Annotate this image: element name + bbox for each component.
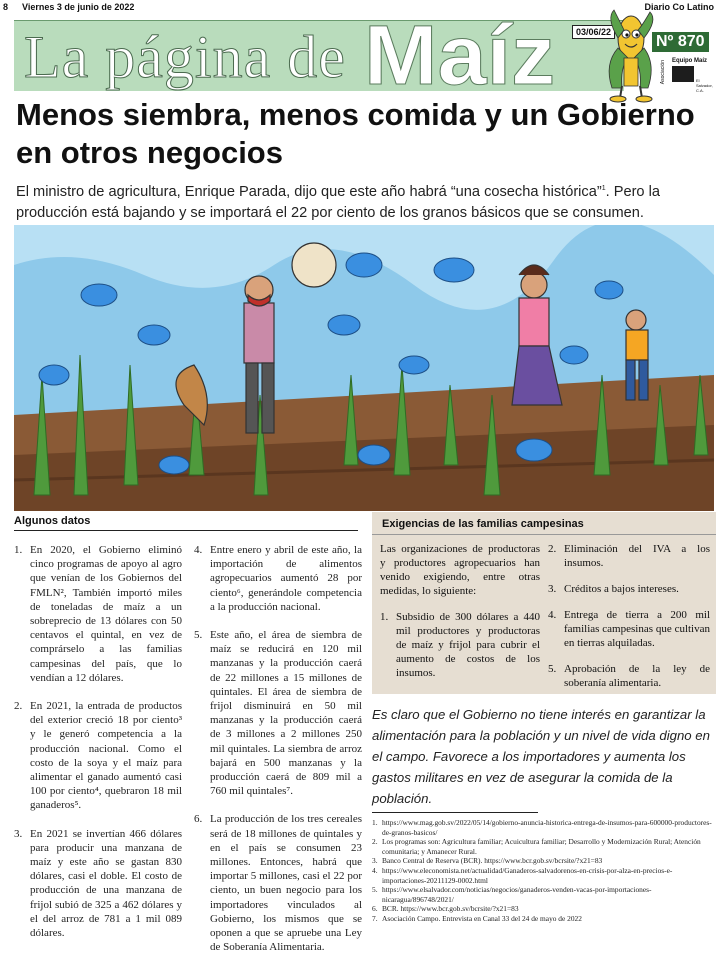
exigencia-item-2: 2. Eliminación del IVA a los insumos. <box>548 543 710 569</box>
page-number: 8 <box>3 2 9 12</box>
datos-item-3: 3. En 2021 se invertían 466 dólares para producir una manzana de maíz y este año se gastan 830 dólares, casi el doble. El costo de producción de una manzana de frijol subió de 325 a 462 dólares y el del arroz de 781 a 1 mil 089 dólares. <box>14 827 182 940</box>
lead-text-end: . Pero la producción está bajando y se importará el 22 por ciento de los granos básicos que se consumen. <box>16 184 660 221</box>
lead-paragraph <box>16 182 706 224</box>
datos-item-2: 2. En 2021, la entrada de productos del exterior creció 18 por ciento³ y le generó competencia a la producción nacional. Como el costo de la soya y el maíz para alimentar el ganado aumentó casi 100 por ciento⁴, quebraron 18 mil ganaderos⁵. <box>14 700 182 812</box>
corn-mascot-icon <box>596 8 666 104</box>
footnote-item: 7. Asociación Campo. Entrevista en Canal 33 del 24 de mayo de 2022 <box>372 913 582 923</box>
logo-city-label: El Salvador, C.A. <box>696 78 713 93</box>
lead-text-start: El ministro de agricultura, Enrique Parada, dijo que este año habrá “una cosecha histórica” <box>16 184 602 200</box>
exigencias-divider <box>372 534 716 535</box>
exigencias-intro: Las organizaciones de productoras y productores agropecuarios han venido exigiendo, entre otras medidas, lo siguiente: <box>380 543 540 597</box>
datos-item-5: 5. Este año, el área de siembra de maíz se reducirá en 120 mil manzanas y la producción caerá de 22 millones a 15 millones de quintales. El área de siembra de frijol disminuirá en 50 mil manzanas y la producción caerá de 3 millones a 2 millones 250 mil quintales. La siembra de arroz bajará en 500 manzanas y la producción caerá de 809 mil a 760 mil quintales⁷. <box>194 629 362 798</box>
datos-list-right <box>194 543 362 968</box>
datos-item-4: 4. Entre enero y abril de este año, la importación de alimentos agropecuarios aumentó 28 por ciento⁶, generándole competencia a la producción nacional. <box>194 544 362 613</box>
exigencia-item-1: 1. Subsidio de 300 dólares a 440 mil productores y productoras de maíz y frijol para cubrir el aumento de costos de los insumos. <box>380 611 540 679</box>
publication-name: Diario Co Latino <box>644 2 714 12</box>
masthead-banner <box>14 8 624 102</box>
exigencia-item-5: 5. Aprobación de la ley de soberanía alimentaria. <box>548 663 710 689</box>
cartoon-illustration <box>14 225 714 511</box>
logo-mark-icon <box>672 66 694 82</box>
equipo-maiz-logo <box>660 56 716 92</box>
logo-association-label: Asociación <box>660 60 666 85</box>
footnotes-list <box>372 818 716 924</box>
footnote-item: 2. Los programas son: Agricultura familiar; Acuicultura familiar; Desarrollo y Modernización Rural; Atención comunitaria; y Amanecer Rural. <box>372 837 701 856</box>
lead-footnote-ref: 1 <box>601 185 606 193</box>
footnote-item: 4. https://www.eleconomista.net/actualidad/Ganaderos-salvadorenos-en-crisis-por-alza-en-precios-e-importaciones-20211129-0002.html <box>372 865 673 885</box>
footnotes-divider <box>372 812 538 813</box>
footnote-item: 5. https://www.elsalvador.com/noticias/negocios/ganaderos-venden-vacas-por-importaciones-nicaragua/896748/2021/ <box>372 885 652 904</box>
exigencias-list-left <box>380 610 540 692</box>
headline: Menos siembra, menos comida y un Gobierno en otros negocios <box>16 97 695 170</box>
exigencia-item-3: 3. Créditos a bajos intereses. <box>548 583 679 595</box>
exigencias-list-right <box>548 542 710 702</box>
datos-heading: Algunos datos <box>14 515 358 531</box>
issue-date: Viernes 3 de junio de 2022 <box>22 2 135 12</box>
masthead-title-part1: La página de <box>24 24 346 90</box>
issue-number: Nº 870 <box>652 32 709 52</box>
exigencia-item-4: 4. Entrega de tierra a 200 mil familias campesinas que cultivan en tierras alquiladas. <box>548 609 710 649</box>
exigencias-heading: Exigencias de las familias campesinas <box>382 518 584 530</box>
masthead-title-part2: Maíz <box>364 8 556 102</box>
logo-team-label: Equipo Maíz <box>672 58 707 64</box>
footnote-item: 1. https://www.mag.gob.sv/2022/05/14/gobierno-anuncia-historica-entrega-de-insumos-para-600000-productores-de-granos-basicos/ <box>372 818 712 837</box>
closing-quote: Es claro que el Gobierno no tiene interés en garantizar la alimentación para la población y un nivel de vida digno en el campo. Favorece a los importadores y aumenta los gastos militares en vez de asegurar la comida de la población. <box>372 707 710 806</box>
exigencias-box <box>372 512 716 694</box>
date-badge: 03/06/22 <box>572 25 615 39</box>
datos-item-1: 1. En 2020, el Gobierno eliminó cinco programas de apoyo al agro que venían de los Gobiernos del FMLN², También importó miles de toneladas de maíz a un sobreprecio de 13 dólares con 50 centavos el quintal, en vez de comprárselo a las familias campesinas del país, que lo vendían a 12 dólares. <box>14 544 182 684</box>
footnote-item: 6. BCR. https://www.bcr.gob.sv/bcrsite/?x21=83 <box>372 904 519 914</box>
datos-list-left <box>14 543 182 954</box>
datos-item-6: 6. La producción de los tres cereales será de 18 millones de quintales y en el país se consumen 23 millones. Entonces, habrá que importar 5 millones, casi el 22 por ciento, un buen negocio para los importadores vinculados al Gobierno, los mismos que se oponen a que se apruebe una Ley de Soberanía Alimentaria. <box>194 813 362 954</box>
footnote-item: 3. Banco Central de Reserva (BCR). https://www.bcr.gob.sv/bcrsite/?x21=83 <box>372 856 603 866</box>
